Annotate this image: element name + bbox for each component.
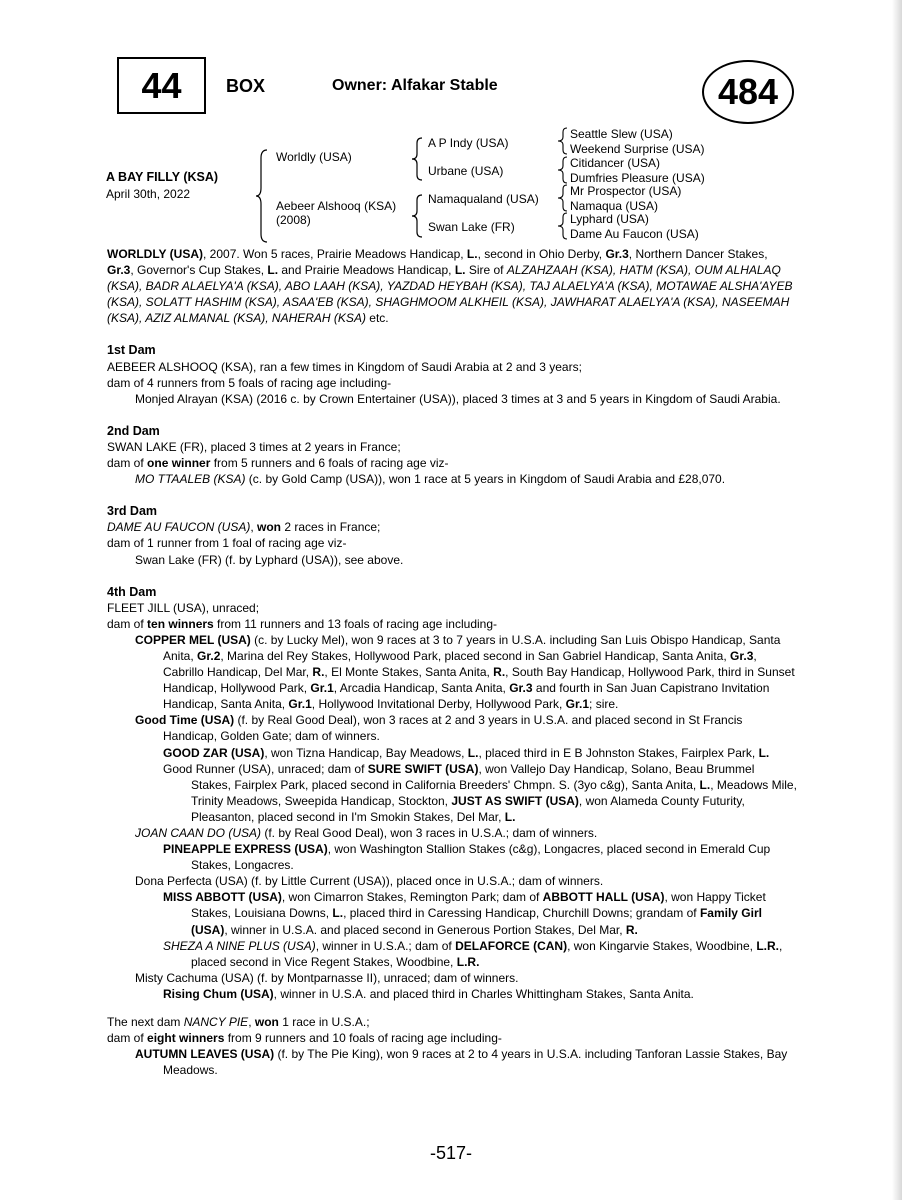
text: , Arcadia Handicap, Santa Anita,: [333, 681, 510, 696]
produce-good-runner: [107, 761, 797, 825]
pedigree-g1: Seattle Slew (USA): [570, 127, 673, 141]
catalogue-number: 484: [702, 60, 794, 124]
grade-listed: L.: [504, 809, 516, 824]
text: and Prairie Meadows Handicap,: [278, 263, 455, 278]
horse-name: Good Time (USA): [135, 713, 235, 728]
text: (f. by Real Good Deal), won 3 races at 2 and 3 years in U.S.A. and placed second in St Francis Handicap, Golden Gate; dam of winners.: [163, 713, 743, 744]
dam4-line: FLEET JILL (USA), unraced;: [107, 600, 260, 615]
grade-listed: L.: [332, 906, 344, 921]
text: (c. by Lucky Mel), won 9 races at 3 to 7 years in U.S.A. including San Luis Obispo Handicap, Santa Anita,: [163, 632, 781, 663]
dam1-line: AEBEER ALSHOOQ (KSA), ran a few times in Kingdom of Saudi Arabia at 2 and 3 years;: [107, 359, 582, 374]
pedigree-brace-7: [557, 212, 569, 240]
pedigree-brace-6: [557, 184, 569, 212]
produce-joan-caan-do: [107, 825, 797, 841]
grade-listed-restricted: L.R.: [756, 938, 779, 953]
pedigree-g5: Mr Prospector (USA): [570, 184, 682, 198]
catalogue-body: [107, 246, 797, 1078]
text: ; sire.: [589, 697, 619, 712]
sire-name: WORLDLY (USA): [107, 247, 203, 261]
dam4-heading: 4th Dam: [107, 584, 157, 599]
produce-misty-cachuma: Misty Cachuma (USA) (f. by Montparnasse II), unraced; dam of winners.: [135, 970, 519, 985]
text: from 9 runners and 10 foals of racing age including-: [224, 1031, 502, 1046]
text-italic: MO TTAALEB (KSA): [135, 472, 246, 487]
text-bold: one winner: [147, 456, 211, 471]
text-bold: ten winners: [147, 616, 214, 631]
text: , winner in U.S.A.; dam of: [315, 938, 456, 953]
grade-3: Gr.3: [107, 263, 131, 278]
text: , Governor's Cup Stakes,: [130, 263, 268, 278]
grade-1: Gr.1: [565, 697, 590, 712]
pedigree-dam-sire: Namaqualand (USA): [428, 192, 539, 206]
pedigree-brace-2: [411, 136, 425, 182]
pedigree-g3: Citidancer (USA): [570, 156, 661, 170]
grade-listed-restricted: L.R.: [456, 954, 480, 969]
dam2-line: SWAN LAKE (FR), placed 3 times at 2 years in France;: [107, 439, 401, 454]
next-dam-line: [107, 1030, 797, 1046]
produce-good-time: [107, 712, 797, 744]
horse-name: ABBOTT HALL (USA): [542, 890, 665, 905]
horse-name: Family Girl (USA): [191, 906, 762, 937]
produce-autumn-leaves: [107, 1046, 797, 1078]
pedigree-sire-dam: Urbane (USA): [428, 164, 504, 178]
grade-restricted: R.: [312, 665, 325, 680]
text: from 5 runners and 6 foals of racing age viz-: [210, 456, 449, 471]
dam2-heading: 2nd Dam: [107, 423, 160, 438]
grade-listed: L.: [467, 745, 479, 760]
sire-paragraph: [107, 246, 797, 326]
grade-3: Gr.3: [605, 247, 629, 261]
dam1-heading: 1st Dam: [107, 343, 156, 358]
text: , won Alameda County Futurity, Pleasanton, placed second in I'm Smokin Stakes, Del Mar,: [191, 793, 745, 824]
text: etc.: [365, 311, 389, 326]
produce-good-zar: [107, 745, 797, 761]
text: (f. by Real Good Deal), won 3 races in U.S.A.; dam of winners.: [261, 826, 598, 840]
text: ,: [248, 1015, 255, 1030]
horse-name: DELAFORCE (CAN): [455, 938, 568, 953]
produce-dona-perfecta: Dona Perfecta (USA) (f. by Little Current (USA)), placed once in U.S.A.; dam of winners.: [135, 874, 604, 889]
pedigree-g2: Weekend Surprise (USA): [570, 142, 705, 156]
text: Sire of: [465, 263, 507, 278]
text-bold: eight winners: [147, 1031, 225, 1046]
horse-name: Rising Chum (USA): [163, 986, 274, 1001]
dam3-line: [107, 519, 797, 535]
text: , won Washington Stallion Stakes (c&g), Longacres, placed second in Emerald Cup Stakes, Longacres.: [191, 842, 771, 873]
text: , Meadows Mile, Trinity Meadows, Sweepida Handicap, Stockton,: [191, 777, 797, 808]
pedigree-dam: Aebeer Alshooq (KSA): [276, 199, 397, 213]
text: , placed third in Caressing Handicap, Churchill Downs; grandam of: [343, 906, 700, 921]
grade-listed: L.: [454, 263, 466, 278]
text: , placed third in E B Johnston Stakes, Fairplex Park,: [478, 745, 759, 760]
horse-name: GOOD ZAR (USA): [163, 745, 265, 760]
horse-name: PINEAPPLE EXPRESS (USA): [163, 842, 328, 857]
text: ,: [250, 520, 258, 535]
dam2-line: [107, 455, 797, 471]
pedigree-g7: Lyphard (USA): [570, 212, 649, 226]
text: , second in Ohio Derby,: [477, 247, 606, 261]
dam4-line: [107, 616, 797, 632]
text: , placed second in Vice Regent Stakes, Woodbine,: [191, 938, 783, 969]
pedigree-g4: Dumfries Pleasure (USA): [570, 171, 705, 185]
text: dam of: [107, 1031, 148, 1046]
dam2-produce: [107, 471, 797, 487]
text: , Northern Dancer Stakes,: [628, 247, 768, 261]
text-italic: DAME AU FAUCON (USA): [107, 520, 251, 535]
horse-name: A BAY FILLY (KSA): [106, 170, 219, 184]
text-bold: won: [257, 520, 282, 535]
grade-1: Gr.1: [310, 681, 334, 696]
text: Good Runner (USA), unraced; dam of: [163, 761, 368, 776]
text: , winner in U.S.A. and placed third in Charles Whittingham Stakes, Santa Anita.: [273, 986, 694, 1001]
next-dam-line: [107, 1014, 797, 1030]
horse-foaled: April 30th, 2022: [106, 187, 191, 201]
text: , Cabrillo Handicap, Del Mar,: [163, 648, 757, 680]
text: , winner in U.S.A. and placed second in Generous Portion Stakes, Del Mar,: [224, 922, 626, 937]
text: , Marina del Rey Stakes, Hollywood Park, placed second in San Gabriel Handicap, Santa Anita,: [220, 648, 731, 663]
text: 2 races in France;: [281, 520, 381, 535]
grade-1: Gr.1: [288, 697, 312, 712]
pedigree-brace-1: [255, 148, 271, 244]
pedigree-brace-5: [557, 156, 569, 184]
dam3-produce: Swan Lake (FR) (f. by Lyphard (USA)), see above.: [135, 552, 404, 567]
grade-listed: L.: [466, 247, 478, 261]
text: , won Cimarron Stakes, Remington Park; dam of: [281, 890, 543, 905]
grade-3: Gr.3: [730, 648, 754, 663]
dam1-line: dam of 4 runners from 5 foals of racing age including-: [107, 375, 392, 390]
pedigree-sire: Worldly (USA): [276, 150, 352, 164]
text: , won Kingarvie Stakes, Woodbine,: [567, 938, 757, 953]
grade-listed: L.: [699, 777, 711, 792]
text: (f. by The Pie King), won 9 races at 2 to 4 years in U.S.A. including Tanforan Lassie Stakes, Bay Meadows.: [163, 1047, 788, 1078]
text: , won Vallejo Day Handicap, Solano, Beau Brummel Stakes, Fairplex Park, placed second in California Breeders' Chmpn. S. (3yo c&g), Santa Anita,: [191, 761, 755, 792]
dam3-heading: 3rd Dam: [107, 504, 158, 519]
horse-name: SURE SWIFT (USA): [367, 761, 479, 776]
horse-name: JOAN CAAN DO (USA): [135, 826, 262, 840]
grade-2: Gr.2: [197, 648, 221, 663]
owner-label: Owner: Alfakar Stable: [332, 77, 498, 94]
pedigree-g8: Dame Au Faucon (USA): [570, 227, 699, 241]
text: from 11 runners and 13 foals of racing age including-: [213, 616, 497, 631]
sire-progeny: ALZAHZAAH (KSA), HATM (KSA), OUM ALHALAQ (KSA), BADR ALAELYA'A (KSA), ABO LAAH (KSA), YAZDAD HEYBAH (KSA), TAJ ALAELYA'A (KSA), MOTAWAE ALSHA'AYEB (KSA), SOLATT HASHIM (KSA), ASAA'EB (KSA), SHAGHMOOM ALKHEIL (KSA), JAWHARAT ALAELYA'A (KSA), NASEEMAH (KSA), AZIZ ALMANAL (KSA), NAHERAH (KSA): [107, 263, 793, 326]
text: (c. by Gold Camp (USA)), won 1 race at 5 years in Kingdom of Saudi Arabia and £28,070.: [245, 472, 726, 487]
horse-name: COPPER MEL (USA): [135, 632, 251, 647]
grade-listed: L.: [267, 263, 279, 278]
text: The next dam: [107, 1015, 184, 1030]
horse-name: MISS ABBOTT (USA): [163, 890, 282, 905]
horse-name: JUST AS SWIFT (USA): [451, 793, 579, 808]
dam1-produce: Monjed Alrayan (KSA) (2016 c. by Crown Entertainer (USA)), placed 3 times at 3 and 5 years in Kingdom of Saudi Arabia.: [135, 391, 781, 406]
lot-number: 44: [117, 57, 206, 114]
grade-3: Gr.3: [509, 681, 533, 696]
page-number: -517-: [429, 1143, 473, 1163]
pedigree-sire-sire: A P Indy (USA): [428, 136, 509, 150]
page-edge-shadow: [892, 0, 902, 1200]
grade-restricted: R.: [625, 922, 638, 937]
produce-pineapple-express: [107, 841, 797, 873]
text: dam of: [107, 616, 148, 631]
pedigree-dam-dam: Swan Lake (FR): [428, 220, 515, 234]
pedigree-brace-3: [411, 193, 425, 239]
produce-sheza-a-nine-plus: [107, 938, 797, 970]
pedigree-dam-year: (2008): [276, 213, 311, 227]
grade-restricted: R.: [493, 665, 506, 680]
pedigree-g6: Namaqua (USA): [570, 199, 659, 213]
horse-name: NANCY PIE: [183, 1015, 249, 1030]
text: dam of: [107, 456, 148, 471]
box-label: BOX: [226, 76, 266, 96]
produce-copper-mel: [107, 632, 797, 712]
pedigree-brace-4: [557, 127, 569, 155]
produce-rising-chum: [107, 986, 797, 1002]
text: and fourth in San Juan Capistrano Invitation Handicap, Santa Anita,: [163, 681, 770, 712]
horse-name: SHEZA A NINE PLUS (USA): [163, 938, 316, 953]
text: , 2007. Won 5 races, Prairie Meadows Handicap,: [203, 247, 467, 261]
text: , South Bay Handicap, Hollywood Park, third in Sunset Handicap, Hollywood Park,: [163, 665, 795, 696]
text: , won Happy Ticket Stakes, Louisiana Downs,: [191, 890, 766, 921]
horse-name: AUTUMN LEAVES (USA): [135, 1047, 275, 1062]
produce-miss-abbott: [107, 889, 797, 937]
dam3-line: dam of 1 runner from 1 foal of racing age viz-: [107, 536, 347, 551]
text-bold: won: [254, 1015, 279, 1030]
text: 1 race in U.S.A.;: [278, 1015, 370, 1030]
text: , Hollywood Invitational Derby, Hollywood Park,: [311, 697, 566, 712]
grade-listed: L.: [758, 745, 770, 760]
text: , El Monte Stakes, Santa Anita,: [324, 665, 494, 680]
text: , won Tizna Handicap, Bay Meadows,: [264, 745, 468, 760]
